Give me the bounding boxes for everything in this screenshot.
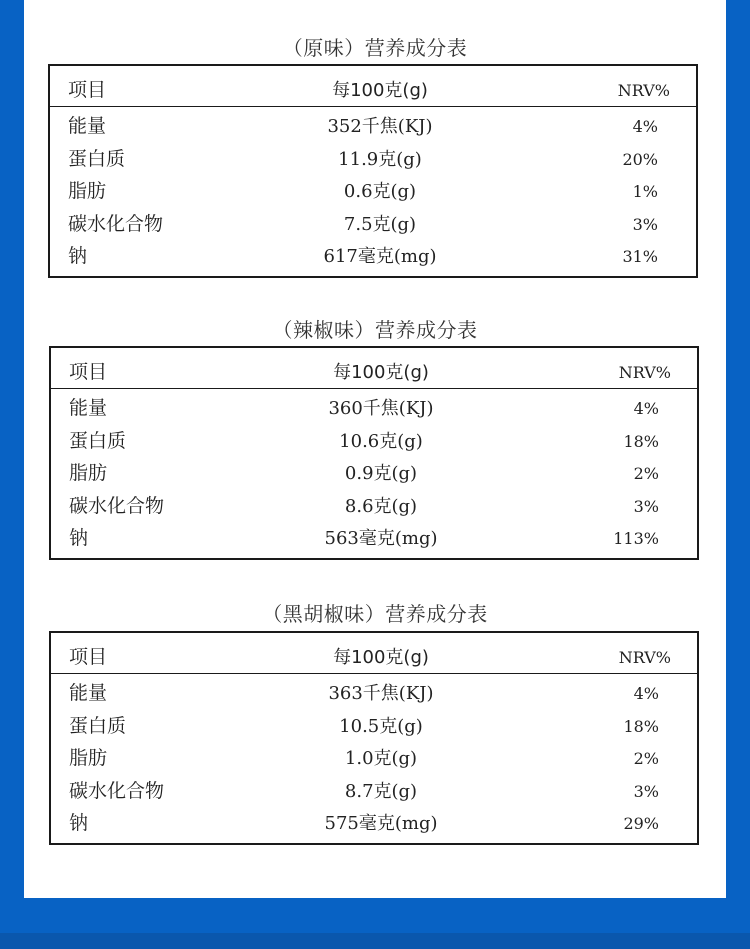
row-nrv: 18% bbox=[623, 717, 659, 736]
table-row bbox=[51, 392, 697, 425]
table-row bbox=[51, 490, 697, 523]
table-row bbox=[50, 110, 696, 143]
header-item: 项目 bbox=[69, 361, 108, 383]
row-nrv: 3% bbox=[633, 497, 659, 516]
row-per100: 7.5克(g) bbox=[343, 214, 417, 235]
row-per100: 1.0克(g) bbox=[344, 748, 418, 769]
table-row bbox=[50, 143, 696, 176]
row-item: 碳水化合物 bbox=[68, 213, 164, 235]
header-per100: 每100克(g) bbox=[333, 647, 429, 668]
section-title: （原味）营养成分表 bbox=[282, 36, 468, 60]
table-row bbox=[51, 522, 697, 555]
row-nrv: 4% bbox=[633, 399, 659, 418]
row-item: 能量 bbox=[69, 397, 108, 419]
header-divider bbox=[50, 106, 696, 107]
row-per100: 11.9克(g) bbox=[338, 149, 422, 170]
row-item: 蛋白质 bbox=[69, 715, 127, 737]
bottom-strip bbox=[0, 933, 750, 949]
nutrition-table bbox=[49, 631, 699, 845]
row-item: 脂肪 bbox=[68, 180, 107, 202]
header-nrv: NRV% bbox=[617, 81, 670, 100]
table-row bbox=[50, 208, 696, 241]
section-title: （辣椒味）营养成分表 bbox=[272, 318, 478, 342]
table-header-row bbox=[50, 74, 696, 108]
row-per100: 563毫克(mg) bbox=[324, 528, 438, 549]
row-per100: 352千焦(KJ) bbox=[327, 116, 433, 137]
row-item: 钠 bbox=[68, 245, 88, 267]
row-item: 能量 bbox=[68, 115, 107, 137]
row-nrv: 31% bbox=[622, 247, 658, 266]
table-row bbox=[51, 457, 697, 490]
table-row bbox=[51, 677, 697, 710]
header-nrv: NRV% bbox=[618, 363, 671, 382]
table-row bbox=[51, 710, 697, 743]
row-per100: 363千焦(KJ) bbox=[328, 683, 434, 704]
row-item: 蛋白质 bbox=[69, 430, 127, 452]
row-nrv: 1% bbox=[632, 182, 658, 201]
table-header-row bbox=[51, 641, 697, 675]
row-item: 碳水化合物 bbox=[69, 495, 165, 517]
row-nrv: 113% bbox=[613, 529, 659, 548]
row-per100: 360千焦(KJ) bbox=[328, 398, 434, 419]
table-row bbox=[50, 240, 696, 273]
header-divider bbox=[51, 673, 697, 674]
row-per100: 10.6克(g) bbox=[339, 431, 423, 452]
header-divider bbox=[51, 388, 697, 389]
row-per100: 617毫克(mg) bbox=[323, 246, 437, 267]
row-nrv: 4% bbox=[633, 684, 659, 703]
row-nrv: 18% bbox=[623, 432, 659, 451]
row-nrv: 2% bbox=[633, 749, 659, 768]
table-row bbox=[51, 742, 697, 775]
header-nrv: NRV% bbox=[618, 648, 671, 667]
row-per100: 0.9克(g) bbox=[344, 463, 418, 484]
row-nrv: 4% bbox=[632, 117, 658, 136]
header-item: 项目 bbox=[68, 79, 107, 101]
table-row bbox=[50, 175, 696, 208]
nutrition-table bbox=[49, 346, 699, 560]
table-row bbox=[51, 775, 697, 808]
row-per100: 10.5克(g) bbox=[339, 716, 423, 737]
row-nrv: 2% bbox=[633, 464, 659, 483]
header-per100: 每100克(g) bbox=[332, 80, 428, 101]
row-per100: 0.6克(g) bbox=[343, 181, 417, 202]
table-header-row bbox=[51, 356, 697, 390]
row-item: 能量 bbox=[69, 682, 108, 704]
row-per100: 8.7克(g) bbox=[344, 781, 418, 802]
row-per100: 8.6克(g) bbox=[344, 496, 418, 517]
table-row bbox=[51, 425, 697, 458]
row-per100: 575毫克(mg) bbox=[324, 813, 438, 834]
header-per100: 每100克(g) bbox=[333, 362, 429, 383]
row-nrv: 3% bbox=[632, 215, 658, 234]
nutrition-table bbox=[48, 64, 698, 278]
nutrition-card bbox=[24, 0, 726, 898]
row-nrv: 20% bbox=[622, 150, 658, 169]
row-item: 脂肪 bbox=[69, 462, 108, 484]
row-item: 碳水化合物 bbox=[69, 780, 165, 802]
row-nrv: 3% bbox=[633, 782, 659, 801]
row-item: 钠 bbox=[69, 527, 89, 549]
table-row bbox=[51, 807, 697, 840]
row-item: 钠 bbox=[69, 812, 89, 834]
row-nrv: 29% bbox=[623, 814, 659, 833]
row-item: 脂肪 bbox=[69, 747, 108, 769]
header-item: 项目 bbox=[69, 646, 108, 668]
section-title: （黑胡椒味）营养成分表 bbox=[262, 602, 488, 626]
row-item: 蛋白质 bbox=[68, 148, 126, 170]
